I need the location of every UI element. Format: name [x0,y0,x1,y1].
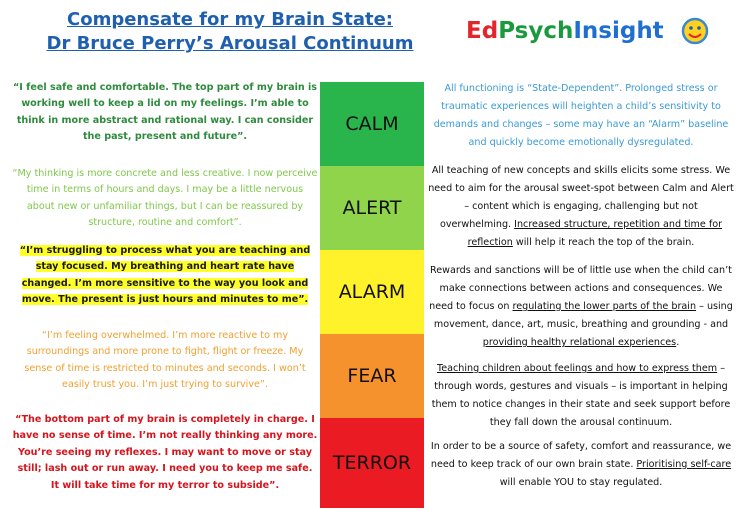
guidance-rewards [428,262,734,352]
guidance-feelings-text: – through words, gestures and visuals – is important in helping them to notice changes in their state and seek support before they fall down the arousal continuum. [431,363,731,428]
guidance-feelings-underline: Teaching children about feelings and how to express them [436,363,718,374]
guidance-teaching-underline: Increased structure, repetition and time for reflection [467,219,723,248]
guidance-self-care [428,438,734,492]
title-line-1: Compensate for my Brain State: [67,9,393,30]
guidance-state-dependent: All functioning is “State-Dependent”. Prolonged stress or traumatic experiences will heighten a child’s sensitivity to demands and changes – some may have an “Alarm” baseline and quickly become emotionally dysregulated. [433,83,729,148]
band-alert [320,166,424,250]
quote-terror: “The bottom part of my brain is completely in charge. I have no sense of time. I’m not really thinking any more. You’re seeing my reflexes. I may want to move or stay still; lash out or run away. I need you to keep me safe. It will take time for my terror to subside”. [12,414,318,491]
title-line-2: Dr Bruce Perry’s Arousal Continuum [46,33,414,54]
logo-ed: Ed [466,18,499,44]
guidance-rewards-underline-1: regulating the lower parts of the brain [512,301,697,312]
edpsychinsight-logo [466,18,664,44]
guidance-teaching-end: will help it reach the top of the brain. [512,237,695,248]
band-label-alarm: ALARM [338,281,406,303]
page-title [24,8,436,56]
guidance-teaching-text: All teaching of new concepts and skills elicits some stress. We need to aim for the arousal sweet-spot between Calm and Alert – content which is engaging, challenging but not overwhelming. [428,165,734,230]
guidance-rewards-text: Rewards and sanctions will be of little use when the child can’t make connections between actions and consequences. We need to focus on [429,265,732,312]
band-calm [320,82,424,166]
band-alarm [320,250,424,334]
band-terror [320,418,424,508]
guidance-self-care-underline: Prioritising self-care [636,459,732,470]
guidance-self-care-end: will enable YOU to stay regulated. [499,477,663,488]
guidance-feelings [428,360,734,432]
band-label-terror: TERROR [332,452,412,474]
guidance-self-care-text: In order to be a source of safety, comfort and reassurance, we need to keep track of our own brain state. [430,441,732,470]
quote-alert: “My thinking is more concrete and less creative. I now perceive time in terms of hours and days. I may be a little nervous about new or unfamiliar things, but I can be reassured by structure, routine and comfort”. [12,168,318,229]
band-fear [320,334,424,418]
quote-alarm [12,243,318,309]
guidance-teaching [428,162,734,252]
quote-fear: “I’m feeling overwhelmed. I’m more reactive to my surroundings and more prone to fight, flight or freeze. My sense of time is restricted to minutes and seconds. I won’t easily trust you. I’m just trying to survive”. [24,330,306,391]
guidance-rewards-underline-2: providing healthy relational experiences [482,337,677,348]
guidance-rewards-end: . [676,337,680,348]
logo-insight: Insight [573,18,664,44]
smiley-icon [680,16,710,46]
quote-calm: “I feel safe and comfortable. The top part of my brain is working well to keep a lid on my feelings. I’m able to think in more abstract and rational way. I can consider the past, present and future”. [12,82,318,143]
logo-psych: Psych [498,18,574,44]
band-label-calm: CALM [345,113,399,135]
guidance-rewards-mid: – using movement, dance, art, music, breathing and grounding - and [433,301,733,330]
band-label-fear: FEAR [347,365,397,387]
quote-alarm-highlight: “I’m struggling to process what you are teaching and stay focused. My breathing and heart rate have changed. I’m more sensitive to the way you look and move. The present is just hours and minutes to me”. [19,245,311,306]
band-label-alert: ALERT [342,197,402,219]
